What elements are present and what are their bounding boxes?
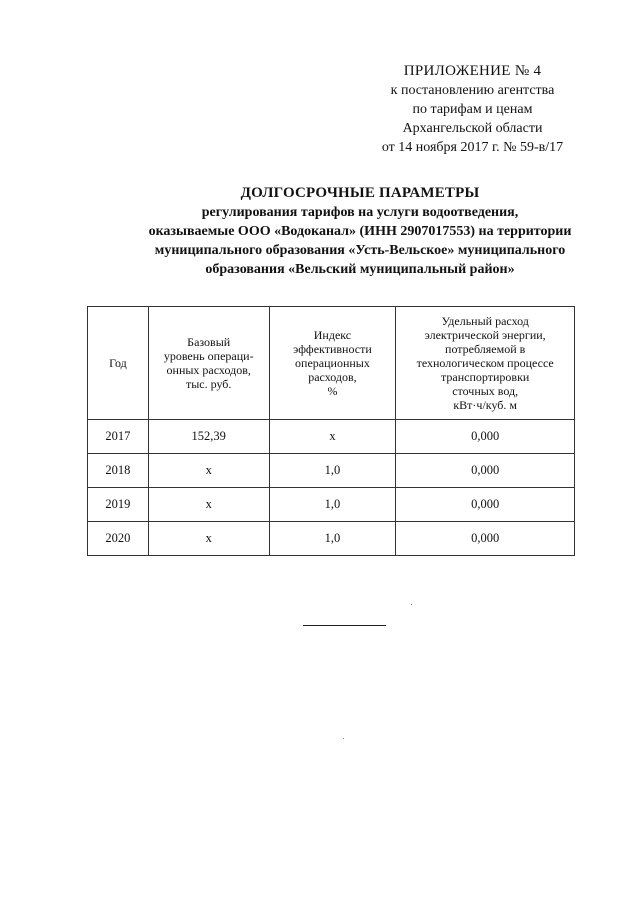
cell-efficiency-index: 1,0 (269, 522, 396, 556)
cell-base-opex: x (148, 454, 269, 488)
header-energy-consumption: Удельный расход электрической энергии, потребляемой в технологическом процессе транспортировки сточных вод, кВт·ч/куб. м (396, 307, 575, 420)
cell-base-opex: 152,39 (148, 420, 269, 454)
title-line-4: муниципального образования «Усть-Вельское» муниципального (154, 243, 566, 258)
cell-year: 2020 (88, 522, 149, 556)
cell-year: 2019 (88, 488, 149, 522)
cell-efficiency-index: 1,0 (269, 488, 396, 522)
cell-energy-consumption: 0,000 (396, 522, 575, 556)
appendix-block (330, 62, 615, 157)
closing-rule (303, 625, 386, 626)
title-line-5: образования «Вельский муниципальный район» (205, 262, 515, 277)
table-row (88, 420, 575, 454)
cell-year: 2017 (88, 420, 149, 454)
title-line-2: регулирования тарифов на услуги водоотведения, (201, 205, 519, 220)
table-header-row (88, 307, 575, 420)
cell-year: 2018 (88, 454, 149, 488)
appendix-line-4: Архангельской области (402, 121, 543, 136)
appendix-number: ПРИЛОЖЕНИЕ № 4 (403, 63, 542, 79)
header-base-opex: Базовый уровень операци- онных расходов, тыс. руб. (148, 307, 269, 420)
document-title (80, 184, 640, 279)
cell-energy-consumption: 0,000 (396, 488, 575, 522)
cell-energy-consumption: 0,000 (396, 454, 575, 488)
cell-efficiency-index: 1,0 (269, 454, 396, 488)
cell-base-opex: x (148, 522, 269, 556)
table-row (88, 488, 575, 522)
cell-energy-consumption: 0,000 (396, 420, 575, 454)
scan-speck (411, 604, 412, 605)
parameters-table (87, 306, 575, 556)
title-main: ДОЛГОСРОЧНЫЕ ПАРАМЕТРЫ (240, 185, 480, 201)
header-year: Год (88, 307, 149, 420)
table-row (88, 522, 575, 556)
title-line-3: оказываемые ООО «Водоканал» (ИНН 2907017553) на территории (148, 224, 572, 239)
appendix-line-3: по тарифам и ценам (412, 102, 533, 117)
table-row (88, 454, 575, 488)
appendix-line-5: от 14 ноября 2017 г. № 59-в/17 (381, 140, 564, 155)
appendix-line-2: к постановлению агентства (390, 83, 555, 98)
header-efficiency-index: Индекс эффективности операционных расходов, % (269, 307, 396, 420)
cell-efficiency-index: x (269, 420, 396, 454)
cell-base-opex: x (148, 488, 269, 522)
scan-speck (343, 738, 344, 739)
